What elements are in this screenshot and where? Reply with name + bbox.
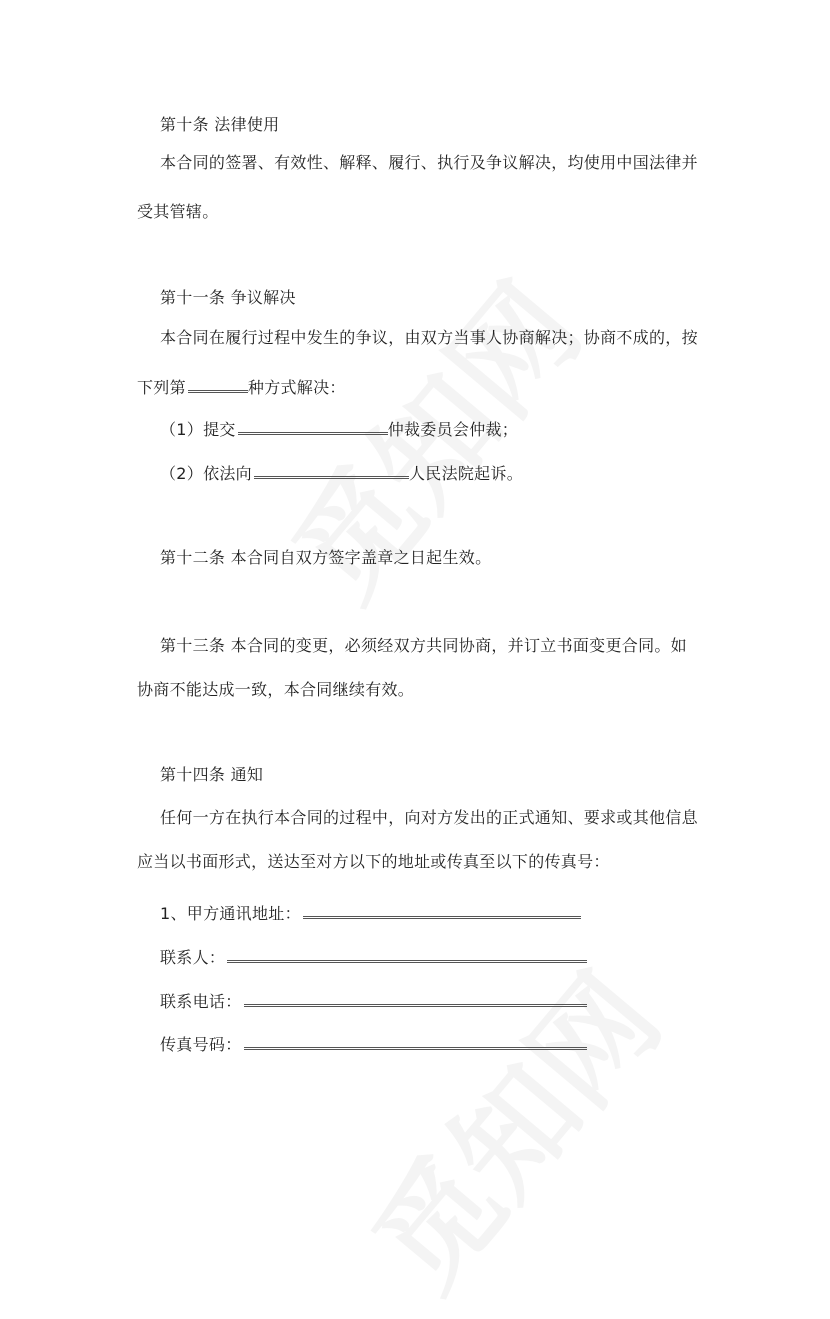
blank-field[interactable] [254,462,409,479]
section-11-text: 本合同在履行过程中发生的争议，由双方当事人协商解决；协商不成的，按 [160,328,698,347]
contact-field-row [160,946,587,968]
section-10-text: 本合同的签署、有效性、解释、履行、执行及争议解决，均使用中国法律并 [160,153,698,172]
section-14-title: 第十四条 通知 [160,765,264,784]
blank-field[interactable] [188,376,248,393]
section-12: 第十二条 本合同自双方签字盖章之日起生效。 [160,548,492,567]
address-blank[interactable] [303,902,581,919]
contact-blank[interactable] [227,946,587,963]
section-14-text-cont: 应当以书面形式，送达至对方以下的地址或传真至以下的传真号： [137,852,610,871]
text: 仲裁委员会仲裁； [387,420,519,439]
phone-blank[interactable] [244,990,587,1007]
option-1 [160,418,518,440]
label: 传真号码： [160,1035,242,1054]
section-11-title: 第十一条 争议解决 [160,288,296,307]
label: 联系人： [160,948,226,967]
section-13-text-cont: 协商不能达成一致，本合同继续有效。 [137,680,415,699]
label: 1、甲方通讯地址： [160,904,301,923]
fax-field-row [160,1033,587,1055]
section-11-text-cont [137,376,346,398]
text: 下列第 [137,378,186,397]
section-10-title: 第十条 法律使用 [160,115,280,134]
text: （1）提交 [160,420,236,439]
blank-field[interactable] [238,418,388,435]
section-10-text-cont: 受其管辖。 [137,202,219,221]
label: 联系电话： [160,992,242,1011]
section-14-text: 任何一方在执行本合同的过程中，向对方发出的正式通知、要求或其他信息 [160,808,698,827]
option-2 [160,462,523,484]
text: 人民法院起诉。 [408,464,524,483]
text: 种方式解决： [247,378,346,397]
phone-field-row [160,990,587,1012]
text: （2）依法向 [160,464,252,483]
section-13-text: 第十三条 本合同的变更，必须经双方共同协商，并订立书面变更合同。如 [160,636,687,655]
address-field-row [160,902,581,924]
fax-blank[interactable] [244,1033,587,1050]
